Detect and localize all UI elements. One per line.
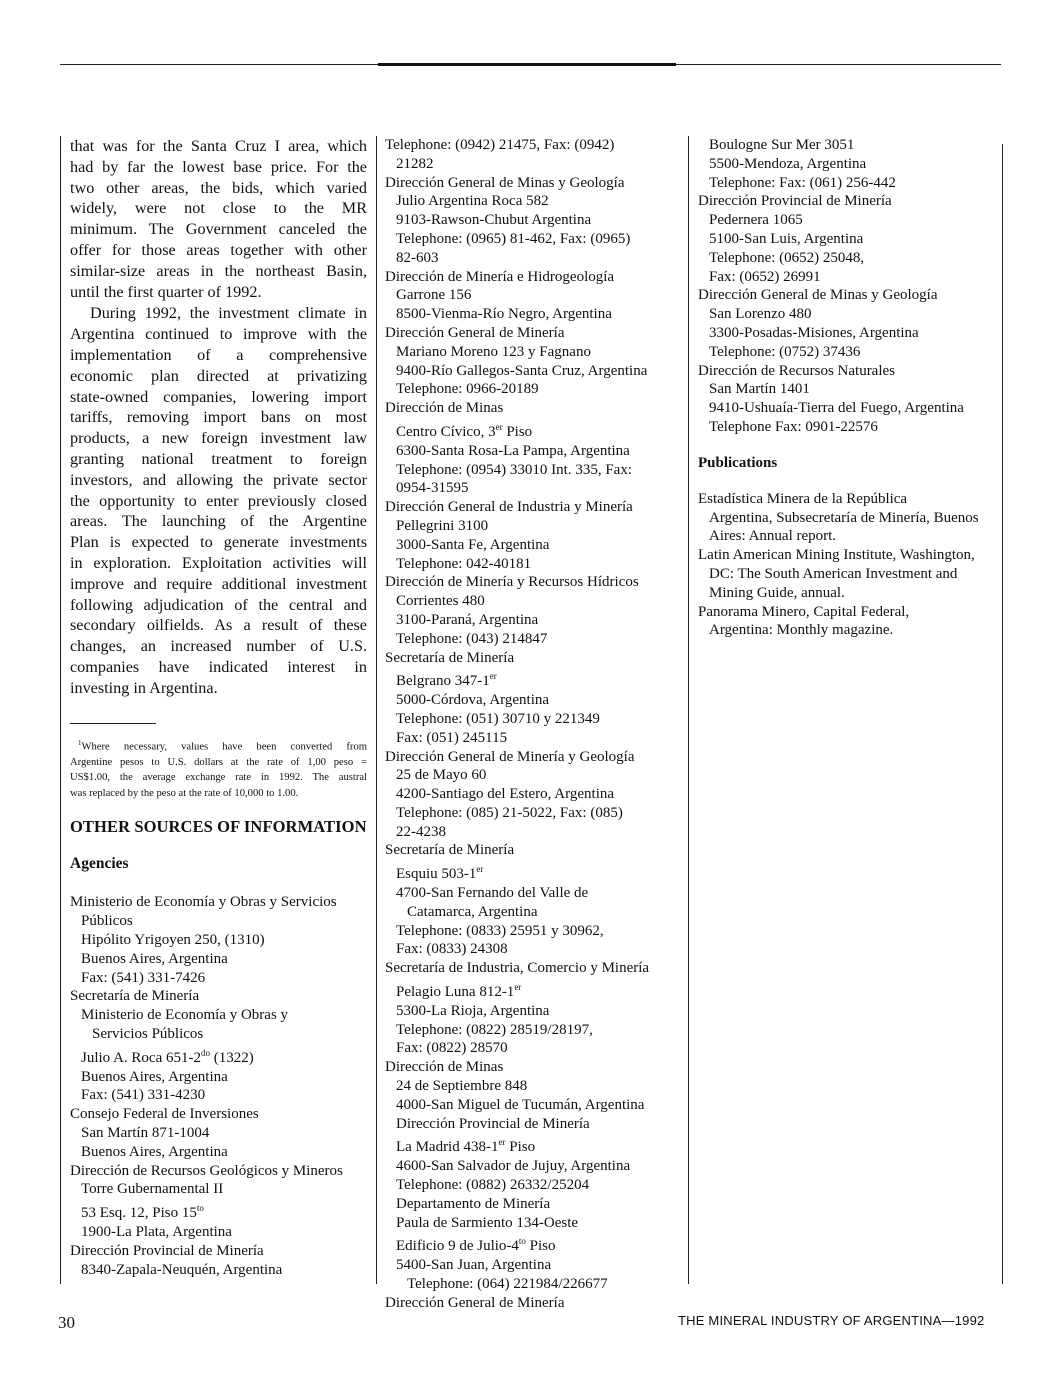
entry-line: 4000-San Miguel de Tucumán, Argentina — [396, 1096, 645, 1113]
entry-line: Corrientes 480 — [396, 593, 485, 610]
entry-line: Telephone: (0954) 33010 Int. 335, Fax: — [396, 461, 632, 478]
text-line: investing in Argentina. — [70, 678, 218, 697]
entry-line: Pelagio Luna 812-1er — [396, 982, 522, 1001]
text-line: in exploration. Exploitation activities will — [70, 553, 367, 572]
entry-line: Mining Guide, annual. — [709, 584, 845, 601]
entry-name: Secretaría de Minería — [70, 988, 200, 1005]
ordinal-suffix: er — [514, 982, 522, 993]
entry-line: Telephone: (043) 214847 — [396, 630, 548, 647]
entry-name: Dirección General de Minería — [385, 324, 565, 341]
directory-entry — [70, 1105, 367, 1161]
entry-line: Pedernera 1065 — [709, 212, 803, 229]
directory-entry — [385, 1058, 675, 1294]
entry-line: 5300-La Rioja, Argentina — [396, 1002, 550, 1019]
column-3 — [698, 136, 995, 640]
entry-name: Dirección de Minas — [385, 1059, 504, 1076]
entry-line: 24 de Septiembre 848 — [396, 1078, 528, 1095]
entry-line: Argentina, Subsecretaría de Minería, Buenos — [709, 509, 979, 526]
entry-name: Secretaría de Minería — [385, 649, 515, 666]
text-line: similar-size areas in the northeast Basin, — [70, 261, 367, 280]
directory-entry — [385, 268, 675, 324]
directory-entry — [698, 286, 995, 361]
directory-entry — [70, 987, 367, 1105]
entry-name: Dirección de Minería y Recursos Hídricos — [385, 574, 639, 591]
directory-entry — [385, 748, 675, 842]
text-line: tariffs, removing import bans on most — [70, 408, 367, 427]
footnote-line: was replaced by the peso at the rate of 10,000 to 1.00. — [70, 787, 299, 799]
entry-line: Telephone: (085) 21-5022, Fax: (085) — [396, 804, 623, 821]
entry-line: Fax: (541) 331-4230 — [81, 1087, 206, 1104]
entry-line: Esquiu 503-1er — [396, 864, 484, 883]
body-paragraph-2 — [70, 303, 367, 698]
directory-entry — [385, 573, 675, 648]
text-line: changes, an increased number of U.S. — [70, 637, 367, 656]
text-line: secondary oilfields. As a result of these — [70, 616, 367, 635]
directory-entry — [698, 192, 995, 286]
entry-name: Dirección General de Industria y Minería — [385, 499, 633, 516]
directory-entry — [698, 362, 995, 437]
footnote-rule — [70, 723, 156, 724]
ordinal-suffix: do — [201, 1047, 210, 1058]
entry-line: Buenos Aires, Argentina — [81, 950, 228, 967]
directory-entry — [698, 490, 995, 546]
entry-line: Buenos Aires, Argentina — [81, 1143, 228, 1160]
entry-name: Ministerio de Economía y Obras y Servicios — [70, 894, 337, 911]
entry-line: Julio Argentina Roca 582 — [396, 193, 549, 210]
entry-line: 21282 — [396, 155, 434, 172]
entry-name: Dirección de Recursos Geológicos y Mineros — [70, 1162, 343, 1179]
entry-name: Dirección General de Minas y Geología — [385, 174, 625, 191]
entry-line: Departamento de Minería — [396, 1195, 551, 1212]
agency-list-continued — [385, 136, 675, 1313]
header-rule-accent — [378, 63, 676, 66]
body-paragraph-1 — [70, 136, 367, 302]
entry-line: Telephone Fax: 0901-22576 — [709, 418, 878, 435]
entry-line: 5400-San Juan, Argentina — [396, 1257, 552, 1274]
ordinal-suffix: to — [196, 1203, 204, 1214]
column-2 — [385, 136, 675, 1313]
publications-list — [698, 490, 995, 640]
text-line: had by far the lowest base price. For the — [70, 157, 367, 176]
footnote-text: Where necessary, values have been converted from — [81, 741, 367, 753]
entry-name: Dirección General de Minas y Geología — [698, 287, 938, 304]
text-line: state-owned companies, lowering import — [70, 387, 367, 406]
entry-name: Secretaría de Minería — [385, 842, 515, 859]
entry-name: Dirección de Minas — [385, 400, 504, 417]
page-number: 30 — [58, 1313, 75, 1332]
publications-heading: Publications — [698, 454, 778, 471]
entry-line: Garrone 156 — [396, 287, 472, 304]
entry-line: 25 de Mayo 60 — [396, 767, 487, 784]
entry-name: Secretaría de Industria, Comercio y Minería — [385, 960, 650, 977]
entry-line: Telephone: (051) 30710 y 221349 — [396, 710, 600, 727]
entry-line: Edificio 9 de Julio-$4^{to}$ Piso — [396, 1236, 556, 1255]
text-line: During 1992, the investment climate in — [90, 304, 367, 323]
entry-line: Aires: Annual report. — [709, 528, 837, 545]
running-title: THE MINERAL INDUSTRY OF ARGENTINA—1992 — [678, 1313, 985, 1328]
entry-line: Centro Cívico, 3er Piso — [396, 421, 533, 440]
directory-entry — [70, 1242, 367, 1280]
entry-line: Julio A. Roca $651-2^{do}$ (1322) — [81, 1047, 254, 1066]
entry-name: Dirección General de Minería y Geología — [385, 748, 635, 765]
text-line: until the first quarter of 1992. — [70, 282, 262, 301]
entry-line: 4700-San Fernando del Valle de — [396, 885, 589, 902]
directory-entry — [385, 959, 675, 1058]
text-line: two other areas, the bids, which varied — [70, 178, 367, 197]
directory-entry — [70, 893, 367, 987]
entry-line: La Madrid 438-1er Piso — [396, 1137, 536, 1156]
entry-name: Dirección de Recursos Naturales — [698, 362, 896, 379]
entry-line: 4600-San Salvador de Jujuy, Argentina — [396, 1158, 631, 1175]
directory-entry — [698, 546, 995, 602]
entry-line: Fax: (541) 331-7426 — [81, 969, 206, 986]
entry-line: 5500-Mendoza, Argentina — [709, 155, 867, 172]
entry-line: Pellegrini 3100 — [396, 517, 489, 534]
entry-line: Telephone: 042-40181 — [396, 555, 532, 572]
directory-entry — [385, 498, 675, 573]
footnote — [70, 736, 367, 802]
entry-line: 8500-Vienma-Río Negro, Argentina — [396, 306, 612, 323]
directory-entry — [385, 174, 675, 268]
entry-line: San Lorenzo 480 — [709, 306, 812, 323]
directory-entry — [385, 649, 675, 748]
entry-name: Panorama Minero, Capital Federal, — [698, 603, 910, 620]
directory-entry — [698, 603, 995, 641]
ordinal-suffix: er — [495, 421, 503, 432]
entry-line: 5100-San Luis, Argentina — [709, 230, 864, 247]
entry-line: Fax: (051) 245115 — [396, 729, 508, 746]
entry-line: 22-4238 — [396, 823, 446, 840]
entry-line: 9103-Rawson-Chubut Argentina — [396, 212, 592, 229]
entry-line: Fax: (0833) 24308 — [396, 941, 508, 958]
text-line: areas. The launching of the Argentine — [70, 512, 367, 531]
directory-entry — [385, 324, 675, 399]
text-line: offer for those areas together with other — [70, 240, 367, 259]
text-line: the opportunity to enter previously closed — [70, 491, 367, 510]
entry-line: Buenos Aires, Argentina — [81, 1068, 228, 1085]
column-rule-2 — [688, 136, 689, 1284]
entry-name: Estadística Minera de la República — [698, 490, 908, 507]
entry-name: Dirección General de Minería — [385, 1294, 565, 1311]
section-heading: OTHER SOURCES OF INFORMATION — [70, 817, 367, 837]
entry-line: Dirección Provincial de Minería — [396, 1115, 590, 1132]
directory-entry — [385, 136, 675, 174]
entry-line: 1900-La Plata, Argentina — [81, 1223, 232, 1240]
entry-name: Dirección de Minería e Hidrogeología — [385, 268, 615, 285]
entry-line: Servicios Públicos — [92, 1026, 204, 1042]
entry-line: Telephone: (064) 221984/226677 — [407, 1276, 608, 1293]
footnote-line — [70, 736, 367, 755]
footnote-marker: 1 — [78, 738, 82, 747]
text-line: Plan is expected to generate investments — [70, 533, 367, 552]
entry-line: Argentina: Monthly magazine. — [709, 622, 894, 639]
entry-line: 4200-Santiago del Estero, Argentina — [396, 786, 615, 803]
entry-line: Catamarca, Argentina — [407, 903, 538, 920]
entry-line: Torre Gubernamental II — [81, 1181, 224, 1198]
entry-line: 0954-31595 — [396, 480, 469, 497]
entry-line: Mariano Moreno 123 y Fagnano — [396, 343, 591, 360]
directory-entry — [70, 1162, 367, 1242]
entry-line: 82-603 — [396, 249, 439, 266]
agency-list-end — [698, 136, 995, 437]
agency-list — [70, 893, 367, 1279]
entry-line: Hipólito Yrigoyen 250, (1310) — [81, 932, 265, 949]
entry-line: Belgrano 347-1er — [396, 671, 497, 690]
entry-line: 6300-Santa Rosa-La Pampa, Argentina — [396, 442, 630, 459]
text-line: widely, were not close to the MR — [70, 199, 367, 218]
text-line: Argentina continued to improve with the — [70, 325, 367, 344]
ordinal-suffix: er — [489, 671, 497, 682]
directory-entry — [385, 1294, 675, 1313]
footnote-line: Argentine pesos to U.S. dollars at the rate of 1,00 peso = — [70, 756, 367, 768]
entry-line: 3000-Santa Fe, Argentina — [396, 536, 550, 553]
entry-line: Telephone: Fax: (061) 256-442 — [709, 174, 896, 191]
text-line: that was for the Santa Cruz I area, which — [70, 137, 367, 155]
entry-line: Telephone: (0833) 25951 y 30962, — [396, 922, 604, 939]
entry-name: Dirección Provincial de Minería — [70, 1242, 264, 1259]
directory-entry — [698, 136, 995, 192]
entry-line: DC: The South American Investment and — [709, 565, 958, 582]
entry-line: 53 Esq. 12, Piso $15^{to}$ — [81, 1203, 204, 1222]
footnote-line: US$1.00, the average exchange rate in 1992. The austral — [70, 772, 367, 784]
entry-line: Boulogne Sur Mer 3051 — [709, 137, 855, 153]
text-line: granting national treatment to foreign — [70, 449, 367, 468]
text-line: companies have indicated interest in — [70, 657, 367, 676]
entry-line: Telephone: (0942) 21475, Fax: (0942) — [385, 137, 615, 153]
text-line: products, a new foreign investment law — [70, 429, 367, 448]
entry-line: Paula de Sarmiento 134-Oeste — [396, 1214, 579, 1231]
entry-line: Ministerio de Economía y Obras y — [81, 1007, 289, 1024]
entry-line: 9410-Ushuaía-Tierra del Fuego, Argentina — [709, 400, 964, 417]
column-1 — [70, 136, 367, 1279]
entry-line: Fax: (0822) 28570 — [396, 1040, 508, 1057]
text-line: following adjudication of the central and — [70, 595, 367, 614]
ordinal-suffix: er — [498, 1137, 506, 1148]
ordinal-suffix: to — [518, 1236, 526, 1247]
entry-line: Telephone: (0752) 37436 — [709, 343, 861, 360]
ordinal-suffix: er — [476, 864, 484, 875]
directory-entry — [385, 841, 675, 959]
entry-line: Telephone: 0966-20189 — [396, 381, 539, 398]
column-rule-1 — [376, 136, 377, 1284]
text-line: minimum. The Government canceled the — [70, 220, 367, 239]
text-line: implementation of a comprehensive — [70, 345, 367, 364]
entry-name: Consejo Federal de Inversiones — [70, 1106, 259, 1123]
entry-line: Públicos — [81, 913, 133, 930]
entry-name: Dirección Provincial de Minería — [698, 193, 892, 210]
text-line: economic plan directed at privatizing — [70, 366, 367, 385]
text-line: investors, and allowing the private sector — [70, 470, 367, 489]
entry-line: San Martín 1401 — [709, 381, 810, 398]
entry-line: Telephone: (0965) 81-462, Fax: (0965) — [396, 230, 631, 247]
entry-line: Fax: (0652) 26991 — [709, 268, 821, 285]
column-rule-right — [1002, 144, 1003, 1284]
entry-line: 3100-Paraná, Argentina — [396, 611, 539, 628]
entry-line: 9400-Río Gallegos-Santa Cruz, Argentina — [396, 362, 648, 379]
entry-line: San Martín 871-1004 — [81, 1124, 210, 1141]
entry-line: Telephone: (0822) 28519/28197, — [396, 1021, 593, 1038]
agencies-heading: Agencies — [70, 855, 129, 873]
entry-name: Latin American Mining Institute, Washington, — [698, 547, 975, 564]
entry-line: 5000-Córdova, Argentina — [396, 692, 550, 709]
entry-line: 8340-Zapala-Neuquén, Argentina — [81, 1261, 283, 1278]
directory-entry — [385, 399, 675, 498]
text-line: improve and require additional investment — [70, 574, 367, 593]
entry-line: 3300-Posadas-Misiones, Argentina — [709, 324, 919, 341]
column-rule-left — [60, 136, 61, 1284]
entry-line: Telephone: (0652) 25048, — [709, 249, 865, 266]
entry-line: Telephone: (0882) 26332/25204 — [396, 1177, 590, 1194]
